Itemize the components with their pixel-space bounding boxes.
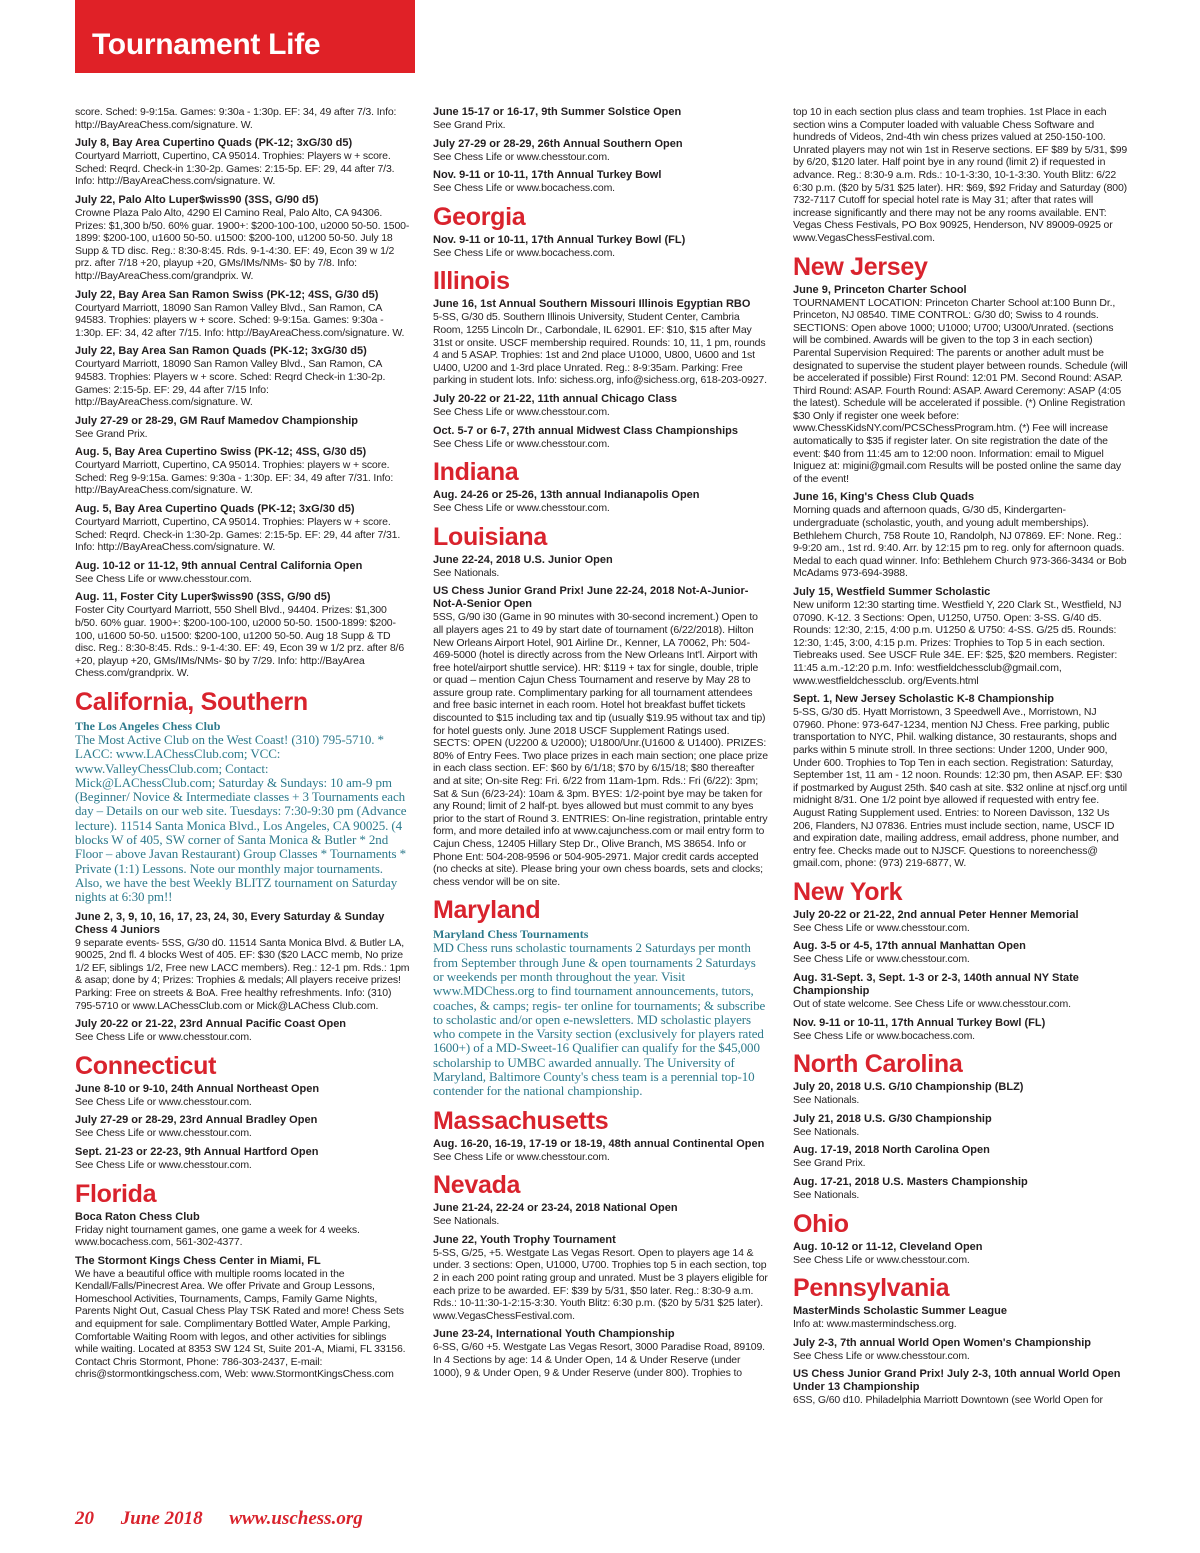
tournament-entry	[75, 1146, 411, 1172]
entry-body: See Chess Life or www.chesstour.com.	[75, 1031, 252, 1044]
entry-title: July 21, 2018 U.S. G/30 Championship	[793, 1112, 992, 1125]
entry-body: See Chess Life or www.chesstour.com.	[75, 572, 252, 585]
entry-body: 5SS, G/90 i30 (Game in 90 minutes with 30-second increment.) Open to all players ages 21 to 49 by start date of tournament (6/22/2018). Hilton New Orleans Airport Hotel, 901 Airline Dr., Kenner, LA 70062, Ph: 504-469-5000 (hotel is directly across from the New Orleans Int'l. Airport with free hotel/airport shuttle service). HR: $119 + tax for single, double, triple or quad – mention Cajun Chess Tournament and reserve by May 28 to assure group rate. Complimentary parking for all tournament attendees and free basic internet in each room. Hotel hot breakfast buffet tickets discounted to $15 including tax and tip (usually $19.95 without tax and tip) for hotel guests only. June 2018 USCF Supplement Ratings used. SECTS: OPEN (U2200 & U2000); U1800/Unr.(U1600 & U1400). PRIZES: 80% of Entry Fees. Two place prizes in each main section; one place prize in each class section. EF: $60 by 6/1/18; $70 by 6/15/18; $80 thereafter and at site; On-site Reg: Fri. 6/22 from 11am-1pm. Rds.: Fri (6/22): 3pm; Sat & Sun (6/23-24): 10am & 3pm. BYES: 1/2-point bye may be taken for any Round; limit of 2 half-pt. byes allowed but must commit to any byes prior to the start of Round 3. ENTRIES: On-line registration, printable entry form, and more detailed info at www.cajunchess.com or mail entry form to Cajun Chess, 12405 Hillary Step Dr., Olive Branch, MS 38654. Info or Phone Ent: 504-208-9596 or 504-905-2971. Major credit cards accepted (no checks at site). Please bring your own chess boards, sets and clocks; chess vendor will be on site.	[433, 611, 768, 888]
tournament-entry	[793, 1144, 1129, 1170]
entry-title: June 23-24, International Youth Championship	[433, 1328, 675, 1341]
tournament-entry	[793, 1017, 1129, 1043]
entry-title: MasterMinds Scholastic Summer League	[793, 1305, 1007, 1318]
club-ad	[433, 927, 769, 1098]
entry-body: See Chess Life or www.chesstour.com.	[75, 1158, 252, 1171]
entry-body: Courtyard Marriott, Cupertino, CA 95014. Trophies: Players w + score. Sched: Reqrd. Check-in 1:30-2p. Games: 2:15-5p. EF: 29, 44 after 7/31. Info: http://BayAreaChess.com/signature. W.	[75, 516, 401, 554]
entry-body: See Chess Life or www.bocachess.com.	[433, 182, 615, 195]
tournament-entry	[793, 1368, 1129, 1407]
entry-title: Aug. 10-12 or 11-12, Cleveland Open	[793, 1240, 983, 1253]
entry-body: See Nationals.	[793, 1189, 860, 1202]
state-heading: Maryland	[433, 896, 541, 925]
entry-title: Aug. 31-Sept. 3, Sept. 1-3 or 2-3, 140th annual NY State Championship	[793, 972, 1079, 998]
tournament-entry	[75, 345, 411, 408]
entry-title: Boca Raton Chess Club	[75, 1210, 200, 1223]
tournament-entry	[75, 503, 411, 554]
entry-title: June 15-17 or 16-17, 9th Summer Solstice Open	[433, 106, 682, 118]
entry-title: Oct. 5-7 or 6-7, 27th annual Midwest Class Championships	[433, 424, 739, 437]
tournament-entry	[433, 1234, 769, 1323]
entry-title: July 27-29 or 28-29, 26th Annual Southern Open	[433, 137, 683, 150]
entry-title: July 27-29 or 28-29, 23rd Annual Bradley Open	[75, 1114, 318, 1127]
entry-body: Courtyard Marriott, 18090 San Ramon Valley Blvd., San Ramon, CA 94583. Trophies: players w + score. Sched: 9-9:15a. Games: 9:30a - 1:30p. EF: 34, 42 after 7/15. Info: http://BayAreaChess.com/signature. W.	[75, 301, 405, 339]
entry-title: Aug. 16-20, 16-19, 17-19 or 18-19, 48th annual Continental Open	[433, 1137, 765, 1150]
tournament-entry	[433, 585, 769, 888]
tournament-entry	[793, 693, 1129, 870]
tournament-entry	[793, 940, 1129, 966]
page-footer	[75, 1508, 385, 1530]
entry-title: June 9, Princeton Charter School	[793, 283, 967, 296]
state-heading: Pennsylvania	[793, 1274, 950, 1303]
entry-body: See Chess Life or www.chesstour.com.	[433, 1150, 610, 1163]
state-heading: Louisiana	[433, 522, 547, 551]
entry-body: Info at: www.mastermindschess.org.	[793, 1318, 957, 1331]
tournament-entry	[433, 425, 769, 451]
entry-body: We have a beautiful office with multiple rooms located in the Kendall/Falls/Pinecrest Area. We offer Private and Group Lessons, Homeschool Activities, Tournaments, Camps, Family Game Nights, Parents Night Out, Casual Chess Play TSK Rated and more! Chess Sets and equipment for sale. Complimentary Bottled Water, Ample Parking, Comfortable Waiting Room with legos, and other activities for siblings while waiting. Located at 8353 SW 124 St, Suite 201-A, Miami, FL 33156. Contact Chris Stormont, Phone: 786-303-2437, E-mail: chris@stormontkingschess.com, Web: www.StormontKingsChess.com	[75, 1267, 406, 1381]
entry-body: top 10 in each section plus class and team trophies. 1st Place in each section wins a Computer loaded with valuable Chess Software and hundreds of Videos, 2nd-4th win chess prizes valued at 250-150-100. Unrated players may not win 1st in Reserve sections. EF $89 by 5/31, $99 by 6/20, $120 later. Half point bye in any round (limit 2) if requested in advance. Reg.: 8:30-9 a.m. Rds.: 10-1-3:30, 10-1-3:30. Youth Blitz: 6/22 6:30 p.m. ($20 by 5/31 $25 later). HR: $69, $92 Friday and Saturday (800) 732-7117 Cutoff for special hotel rate is May 31; after that rates will increase significantly and there may not be any rooms available. ENT: Vegas Chess Festivals, PO Box 90925, Henderson, NV 89009-0925 or www.VegasChessFestival.com.	[793, 106, 1128, 244]
state-heading: North Carolina	[793, 1050, 963, 1079]
tournament-entry	[433, 1202, 769, 1228]
entry-body: See Chess Life or www.chesstour.com.	[433, 502, 610, 515]
entry-title: Sept. 21-23 or 22-23, 9th Annual Hartford Open	[75, 1145, 319, 1158]
column-1	[75, 106, 411, 1387]
entry-body: 6SS, G/60 d10. Philadelphia Marriott Downtown (see World Open for	[793, 1394, 1103, 1407]
entry-body: See Chess Life or www.chesstour.com.	[75, 1095, 252, 1108]
entry-title: July 20-22 or 21-22, 11th annual Chicago Class	[433, 392, 677, 405]
tournament-entry	[793, 1337, 1129, 1363]
ad-title: The Los Angeles Chess Club	[75, 719, 221, 733]
page-number: 20	[75, 1508, 94, 1529]
entry-body: See Grand Prix.	[433, 119, 506, 131]
entry-body: See Chess Life or www.chesstour.com.	[793, 921, 970, 934]
tournament-entry	[433, 489, 769, 515]
tournament-entry	[433, 393, 769, 419]
entry-body: See Nationals.	[433, 566, 500, 579]
tournament-entry	[75, 1211, 411, 1249]
tournament-entry	[75, 1083, 411, 1109]
entry-body: TOURNAMENT LOCATION: Princeton Charter School at:100 Bunn Dr., Princeton, NJ 08540. TIME CONTROL: G/30 d0; Swiss to 4 rounds. SECTIONS: Open above 1000; U1000; U700; U300/Unrated. (sections will be combined. Awards will be given to the top 3 in each section) Parental Supervision Required: The parents or another adult must be designated to supervise the student player between rounds. Schedule (will be accelerated if possible) First Round: 12:01 PM. Second Round: ASAP. Third Round: ASAP. Fourth Round: ASAP. Award Ceremony: ASAP (4:05 the latest). Schedule will be accelerated if possible. (*) Online Registration $30 Only if register one week before: www.ChessKidsNY.com/PCSChessProgram.htm. (*) Fee will increase automatically to $35 if register later. On site registration the date of the event: $40 from 11:45 am to 12:00 noon. Information: email to Miguel Iniguez at: migini@gmail.com Results will be posted online the same day of the event!	[793, 296, 1128, 485]
entry-title: July 8, Bay Area Cupertino Quads (PK-12; 3xG/30 d5)	[75, 137, 353, 150]
entry-title: Aug. 10-12 or 11-12, 9th annual Central California Open	[75, 559, 363, 572]
issue-date: June 2018	[120, 1508, 203, 1529]
entry-body: See Chess Life or www.chesstour.com.	[793, 1253, 970, 1266]
ad-body: The Most Active Club on the West Coast! (310) 795-5710. * LACC: www.LAChessClub.com; VCC: www.ValleyChessClub.com; Contact: Mick@LAChessClub.com; Saturday & Sundays: 10 am-9 pm (Beginner/ Novice & Intermediate classes + 3 Tournaments each day – Details on our web site. Tuesdays: 7:30-9:30 pm (Advance lecture). 11514 Santa Monica Blvd., Los Angeles, CA 90025. (4 blocks W of 405, SW corner of Santa Monica & Butler * 2nd Floor – above Javan Restaurant) Group Classes * Tournaments * Private (1:1) Lessons. Note our monthly major tournaments. Also, we have the best Weekly BLITZ tournament on Saturday nights at 6:30 pm!!	[75, 732, 407, 905]
tournament-entry	[433, 169, 769, 195]
tournament-entry	[433, 1328, 769, 1379]
tournament-entry	[75, 289, 411, 340]
tournament-entry	[75, 137, 411, 188]
website-link[interactable]: www.uschess.org	[229, 1508, 363, 1529]
tournament-entry	[793, 1081, 1129, 1107]
entry-body: Out of state welcome. See Chess Life or www.chesstour.com.	[793, 998, 1071, 1011]
tournament-entry	[75, 1018, 411, 1044]
entry-title: The Stormont Kings Chess Center in Miami, FL	[75, 1254, 321, 1267]
state-heading: New York	[793, 877, 903, 906]
entry-body: Courtyard Marriott, Cupertino, CA 95014. Trophies: Players w + score. Sched: Reqrd. Check-in 1:30-2p. Games: 2:15-5p. EF: 29, 44 after 7/3. Info: http://BayAreaChess.com/signature. W.	[75, 150, 395, 188]
entry-title: June 21-24, 22-24 or 23-24, 2018 National Open	[433, 1202, 678, 1215]
tournament-entry	[75, 560, 411, 586]
state-heading: Nevada	[433, 1171, 521, 1200]
entry-body: See Nationals.	[793, 1094, 860, 1107]
tournament-entry	[433, 1138, 769, 1164]
entry-body: See Chess Life or www.chesstour.com.	[793, 953, 970, 966]
entry-body: See Chess Life or www.chesstour.com.	[75, 1127, 252, 1140]
tournament-entry	[793, 491, 1129, 580]
state-heading: New Jersey	[793, 252, 928, 281]
entry-title: July 22, Palo Alto Luper$wiss90 (3SS, G/90 d5)	[75, 193, 319, 206]
entry-title: June 22, Youth Trophy Tournament	[433, 1233, 616, 1246]
entry-title: Sept. 1, New Jersey Scholastic K-8 Championship	[793, 693, 1055, 706]
tournament-entry	[433, 138, 769, 164]
state-heading: Connecticut	[75, 1051, 217, 1080]
entry-title: July 15, Westfield Summer Scholastic	[793, 586, 991, 598]
ad-title: Maryland Chess Tournaments	[433, 927, 589, 942]
entry-title: Aug. 3-5 or 4-5, 17th annual Manhattan Open	[793, 940, 1026, 953]
entry-body: Foster City Courtyard Marriott, 550 Shell Blvd., 94404. Prizes: $1,300 b/50. 60% guar. 1900+: $200-100-100, u2000 50-50. 1500-1899: $200-100, u1600 50-50. u1500: $200-100, u1200 50-50. Aug 18 Supp & TD disc. Reg.: 8:30-8:45. Rds.: 9-1-4:30. EF: 49, Econ 39 w 1/2 prz. after 8/6 +20, playup +20, GMs/IMs/NMs- $0 by 7/29. Info: http://BayArea Chess.com/grandprix. W.	[75, 604, 405, 680]
entry-body: See Chess Life or www.chesstour.com.	[433, 437, 610, 450]
entry-title: US Chess Junior Grand Prix! July 2-3, 10th annual World Open Under 13 Championship	[793, 1368, 1121, 1394]
tournament-entry	[75, 106, 411, 131]
state-heading: Massachusetts	[433, 1106, 609, 1135]
state-heading: California, Southern	[75, 688, 308, 716]
tournament-entry	[433, 106, 769, 132]
tournament-entry	[433, 298, 769, 387]
state-heading: Ohio	[793, 1209, 849, 1238]
entry-title: Nov. 9-11 or 10-11, 17th Annual Turkey Bowl	[433, 169, 662, 182]
tournament-entry	[75, 415, 411, 441]
entry-title: July 22, Bay Area San Ramon Quads (PK-12; 3xG/30 d5)	[75, 345, 367, 358]
entry-title: June 16, King's Chess Club Quads	[793, 491, 975, 504]
tournament-entry	[75, 911, 411, 1013]
tournament-entry	[433, 554, 769, 580]
entry-body: See Nationals.	[793, 1125, 860, 1138]
entry-body: Friday night tournament games, one game a week for 4 weeks. www.bocachess.com, 561-302-4377.	[75, 1223, 360, 1249]
entry-body: See Grand Prix.	[793, 1157, 866, 1170]
entry-title: Nov. 9-11 or 10-11, 17th Annual Turkey Bowl (FL)	[793, 1016, 1046, 1029]
tournament-entry	[75, 1255, 411, 1381]
entry-title: June 22-24, 2018 U.S. Junior Open	[433, 553, 613, 566]
entry-body: See Chess Life or www.bocachess.com.	[793, 1029, 975, 1042]
state-heading: Indiana	[433, 458, 519, 487]
tournament-entry	[793, 1241, 1129, 1267]
column-2	[433, 106, 769, 1385]
tournament-entry	[75, 194, 411, 283]
state-heading: Illinois	[433, 267, 510, 296]
entry-body: score. Sched: 9-9:15a. Games: 9:30a - 1:30p. EF: 34, 49 after 7/3. Info: http://BayAreaChess.com/signature. W.	[75, 106, 397, 131]
tournament-entry	[793, 1113, 1129, 1139]
entry-title: June 2, 3, 9, 10, 16, 17, 23, 24, 30, Every Saturday & Sunday Chess 4 Juniors	[75, 910, 385, 936]
entry-body: 5-SS, G/30 d5. Hyatt Morristown, 3 Speedwell Ave., Morristown, NJ 07960. Phone: 973-647-1234, mention NJ Chess. Free parking, public transportation to NYC, Phil. walking distance, 30 restaurants, shops and parks within 5 minute stroll. In three sections: Under 1200, Under 900, Under 600. Trophies to Top Ten in each section. Registration: Saturday, September 1st, 11 am - 12 noon. Rounds: 12:30 pm, then ASAP. EF: $30 if postmarked by August 25th. $40 cash at site. $32 online at njscf.org until midnight 8/31. One 1/2 point bye allowed if requested with entry fee. August Rating Supplement used. Entries: to Noreen Davisson, 132 Us 206, Flanders, NJ 07836. Entries must include section, name, USCF ID and expiration date, mailing address, email address, phone number, and entry fee. Checks made out to NJSCF. Questions to noreenchess@ gmail.com, phone: (973) 219-6877, W.	[793, 706, 1127, 870]
tournament-entry	[75, 1114, 411, 1140]
entry-body: See Grand Prix.	[75, 427, 148, 440]
tournament-entry	[75, 446, 411, 497]
entry-title: Aug. 24-26 or 25-26, 13th annual Indianapolis Open	[433, 489, 700, 502]
entry-title: June 16, 1st Annual Southern Missouri Illinois Egyptian RBO	[433, 298, 751, 311]
tournament-entry	[793, 1305, 1129, 1331]
section-title: Tournament Life	[92, 28, 321, 61]
entry-title: Aug. 5, Bay Area Cupertino Quads (PK-12; 3xG/30 d5)	[75, 503, 355, 516]
entry-title: Aug. 17-19, 2018 North Carolina Open	[793, 1144, 990, 1157]
club-ad	[75, 719, 411, 905]
entry-title: July 22, Bay Area San Ramon Swiss (PK-12; 4SS, G/30 d5)	[75, 288, 379, 301]
tournament-entry	[793, 909, 1129, 935]
entry-title: Aug. 11, Foster City Luper$wiss90 (3SS, G/90 d5)	[75, 591, 331, 604]
entry-body: See Chess Life or www.chesstour.com.	[793, 1349, 970, 1362]
entry-body: New uniform 12:30 starting time. Westfield Y, 220 Clark St., Westfield, NJ 07090. K-12. 3 Sections: Open, U1250, U750. Open: 3-SS. G/40 d5. Rounds: 12:30, 2:15, 4:00 p.m. U1250 & U750: 4-SS. G/25 d5. Rounds: 12:30, 1:45, 3:00, 4:15 p.m. Prizes: Trophies to Top 5 in each section. Tiebreaks used. See USCF Rule 34E. EF: $25, $20 members. Register: 11:45 a.m.-12:20 p.m. Info: westfieldchessclub@gmail.com, www.westfieldchessclub. org/Events.html	[793, 599, 1122, 687]
tournament-entry	[793, 586, 1129, 687]
entry-title: July 2-3, 7th annual World Open Women's Championship	[793, 1336, 1092, 1349]
entry-body: Crowne Plaza Palo Alto, 4290 El Camino Real, Palo Alto, CA 94306. Prizes: $1,300 b/50. 60% guar. 1900+: $200-100-100, u2000 50-50. 1500-1899: $200-100, u1600 50-50. u1500: $200-100, u1200 50-50. July 18 Supp & TD disc. Reg.: 8:30-8:45. Rds. 9-1-4:30. EF: 49, Econ 39 w 1/2 prz. after 7/18 +20, playup +20, GMs/IMs/NMs- $0 by 7/8. Info: http://BayAreaChess.com/grandprix. W.	[75, 206, 410, 282]
entry-title: Aug. 17-21, 2018 U.S. Masters Championship	[793, 1176, 1028, 1189]
tournament-entry	[793, 1176, 1129, 1202]
entry-title: June 8-10 or 9-10, 24th Annual Northeast Open	[75, 1082, 320, 1095]
entry-body: See Nationals.	[433, 1215, 500, 1228]
tournament-entry	[75, 591, 411, 680]
tournament-entry	[793, 972, 1129, 1011]
column-3	[793, 106, 1129, 1413]
entry-body: 5-SS, G/25, +5. Westgate Las Vegas Resort. Open to players age 14 & under. 3 sections: Open, U1000, U700. Trophies top 5 in each section, top 2 in each 200 point rating group and unrated. Must be 3 players eligible for each prize to be awarded. EF: $39 by 5/31, $50 later. Reg.: 8:30-9 a.m. Rds.: 10-11:30-1-2:15-3:30. Youth Blitz: 6:30 p.m. ($20 by 5/31 $25 later). www.VegasChessFestival.com.	[433, 1246, 768, 1322]
entry-body: See Chess Life or www.chesstour.com.	[433, 405, 610, 418]
entry-title: July 27-29 or 28-29, GM Rauf Mamedov Championship	[75, 414, 359, 427]
state-heading: Florida	[75, 1179, 157, 1208]
entry-title: Nov. 9-11 or 10-11, 17th Annual Turkey Bowl (FL)	[433, 233, 686, 246]
entry-body: Courtyard Marriott, Cupertino, CA 95014. Trophies: players w + score. Sched: Reg 9-9:15a. Games: 9:30a - 1:30p. EF: 34, 49 after 7/31. Info: http://BayAreaChess.com/signature. W.	[75, 459, 394, 497]
entry-title: Aug. 5, Bay Area Cupertino Swiss (PK-12; 4SS, G/30 d5)	[75, 446, 367, 459]
entry-title: July 20-22 or 21-22, 23rd Annual Pacific Coast Open	[75, 1018, 347, 1031]
state-heading: Georgia	[433, 202, 526, 231]
tournament-entry	[793, 284, 1129, 486]
entry-body: 9 separate events- 5SS, G/30 d0. 11514 Santa Monica Blvd. & Butler LA, 90025, 2nd fl. 4 blocks West of 405. EF: $30 ($20 LACC memb, No prize 1/2 EF, siblings 1/2, Free new LACC members). Reg.: 12-1 pm. Rds.: 1pm & asap; done by 4; Prizes: Trophies & medals; All players receive prizes! Parking: Free on streets & BoA. Free healthy refreshments. Info: (310) 795-5710 or www.LAChessClub.com or Mick@LAChess Club.com.	[75, 936, 410, 1012]
ad-body: MD Chess runs scholastic tournaments 2 Saturdays per month from September through June & open tournaments 2 Saturdays or weekends per month throughout the year. Visit www.MDChess.org to find tournament announcements, tutors, coaches, & camps; regis- ter online for tournaments; & subscribe to scholastic and/or open e-newsletters. MD scholastic players who compete in the Varsity section (exclusively for players rated 1600+) of a MD-Sweet-16 Qualifier can qualify for the $45,000 scholarship to UMBC awarded annually. The University of Maryland, Baltimore County's chess team is a perennial top-10 contender for the national championship.	[433, 940, 766, 1099]
tournament-entry	[433, 234, 769, 260]
entry-body: See Chess Life or www.bocachess.com.	[433, 246, 615, 259]
entry-title: US Chess Junior Grand Prix! June 22-24, 2018 Not-A-Junior-Not-A-Senior Open	[433, 585, 749, 611]
entry-body: Courtyard Marriott, 18090 San Ramon Valley Blvd., San Ramon, CA 94583. Trophies: Players w + score. Sched: Reqrd Check-in 1:30-2p. Games: 2:15-5p. EF: 29, 44 after 7/15 Info: http://BayAreaChess.com/signature. W.	[75, 358, 386, 409]
entry-body: See Chess Life or www.chesstour.com.	[433, 150, 610, 163]
entry-body: 5-SS, G/30 d5. Southern Illinois University, Student Center, Cambria Room, 1255 Lincoln Dr., Carbondale, IL 62901. EF: $10, $15 after May 31st or onsite. USCF membership required. Rounds: 10, 11, 1 pm, rounds 4 and 5 ASAP. Trophies: 1st and 2nd place U1000, U800, U600 and 1st U400, U200 and 1-3rd place Unrated. Reg.: 8-9:35am. Parking: Free parking in student lots. Info: sichess.org, info@sichess.org, 618-203-0927.	[433, 311, 767, 387]
entry-body: 6-SS, G/60 +5. Westgate Las Vegas Resort, 3000 Paradise Road, 89109. In 4 Sections by age: 14 & Under Open, 14 & Under Reserve (under 1000), 9 & Under Open, 9 & Under Reserve (under 800). Trophies to	[433, 1341, 765, 1379]
entry-body: Morning quads and afternoon quads, G/30 d5, Kindergarten-undergraduate (scholastic, youth, and young adult memberships). Bethlehem Church, 758 Route 10, Randolph, NJ 07869. EF: None. Reg.: 9-9:20 am., 1st rd. 9:40. Arr. by 12:15 pm to reg. only for afternoon quads. Medal to each quad winner. Info: Bethlehem Church 973-366-3434 or Bob McAdams 973-694-3988.	[793, 504, 1127, 580]
entry-title: July 20, 2018 U.S. G/10 Championship (BLZ)	[793, 1081, 1024, 1094]
tournament-entry	[793, 106, 1129, 245]
entry-title: July 20-22 or 21-22, 2nd annual Peter Henner Memorial	[793, 908, 1079, 921]
